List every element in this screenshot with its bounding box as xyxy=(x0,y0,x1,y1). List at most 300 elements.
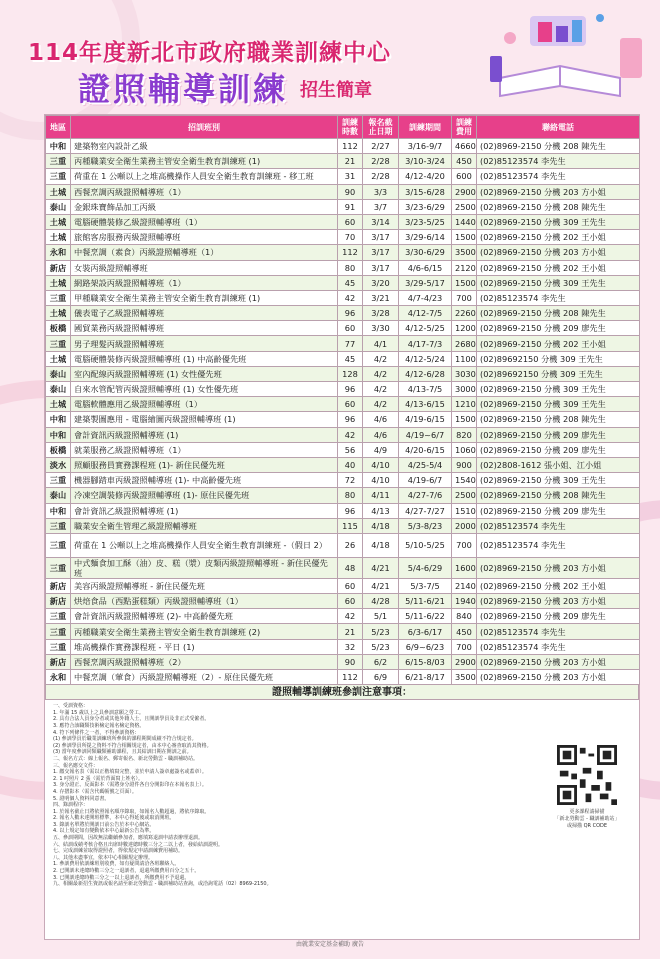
notice-line: (2) 參訓學員所提之資料不符合相關規定者，由本中心審查取消其資格。 xyxy=(53,742,212,749)
cell-area: 泰山 xyxy=(46,199,71,214)
table-row xyxy=(46,321,640,336)
cell-area: 三重 xyxy=(46,518,71,533)
notice-line: 五、參訓期間，因故無法繼續參加者，應填寫退訓申請表辦理退訓。 xyxy=(53,835,204,842)
table-header-row xyxy=(46,116,640,139)
cell-deadline: 4/10 xyxy=(363,473,399,488)
cell-deadline: 4/6 xyxy=(363,427,399,442)
cell-course: 職業安全衛生管理乙級證照輔導班 xyxy=(71,518,338,533)
cell-fee: 700 xyxy=(452,639,477,654)
cell-area: 土城 xyxy=(46,397,71,412)
cell-deadline: 3/20 xyxy=(363,275,399,290)
cell-deadline: 6/2 xyxy=(363,654,399,669)
notice-line: 三、報名應交文件： xyxy=(53,762,99,769)
cell-period: 4/20-6/15 xyxy=(399,442,452,457)
cell-course: 旅館客房服務丙級證照輔導班 xyxy=(71,230,338,245)
page-subtitle: 證照輔導訓練 xyxy=(78,70,289,108)
cell-course: 男子理髮丙級證照輔導班 xyxy=(71,336,338,351)
table-row xyxy=(46,336,640,351)
cell-course: 電腦軟體應用乙級證照輔導班（1） xyxy=(71,397,338,412)
cell-contact: (02)8969-2150 分機 309 王先生 xyxy=(477,275,640,290)
table-row xyxy=(46,397,640,412)
cell-contact: (02)89692150 分機 309 王先生 xyxy=(477,351,640,366)
cell-fee: 4660 xyxy=(452,139,477,154)
table-row xyxy=(46,260,640,275)
cell-hours: 60 xyxy=(338,321,363,336)
cell-course: 丙種職業安全衛生業務主管安全衛生教育訓練班 (1) xyxy=(71,154,338,169)
cell-fee: 900 xyxy=(452,457,477,472)
cell-contact: (02)85123574 李先生 xyxy=(477,290,640,305)
cell-hours: 60 xyxy=(338,578,363,593)
cell-hours: 70 xyxy=(338,230,363,245)
cell-deadline: 6/9 xyxy=(363,670,399,685)
cell-area: 三重 xyxy=(46,609,71,624)
cell-period: 5/4-6/29 xyxy=(399,557,452,578)
cell-deadline: 3/30 xyxy=(363,321,399,336)
cell-period: 3/16-9/7 xyxy=(399,139,452,154)
cell-area: 土城 xyxy=(46,306,71,321)
cell-hours: 112 xyxy=(338,245,363,260)
cell-fee: 2900 xyxy=(452,184,477,199)
notice-line: 2. 具有合法人員身分者或其他外籍人士，且開訓學員及非正式受僱者。 xyxy=(53,716,210,723)
cell-fee: 2900 xyxy=(452,654,477,669)
cell-contact: (02)8969-2150 分機 208 陳先生 xyxy=(477,139,640,154)
cell-hours: 56 xyxy=(338,442,363,457)
cell-course: 金銀珠寶飾品加工丙級 xyxy=(71,199,338,214)
cell-hours: 96 xyxy=(338,412,363,427)
cell-contact: (02)8969-2150 分機 202 王小姐 xyxy=(477,230,640,245)
table-row xyxy=(46,654,640,669)
notice-line: 二、報名方式：線上報名、郵寄報名、新北勞動雲 - 職訓補助站。 xyxy=(53,755,198,762)
cell-course: 會計資訊丙級證照輔導班 (1) xyxy=(71,427,338,442)
table-row xyxy=(46,473,640,488)
cell-course: 電腦硬體裝修丙級證照輔導班 (1) 中高齡優先班 xyxy=(71,351,338,366)
cell-hours: 45 xyxy=(338,275,363,290)
cell-contact: (02)8969-2150 分機 203 方小姐 xyxy=(477,654,640,669)
cell-contact: (02)8969-2150 分機 208 陳先生 xyxy=(477,488,640,503)
cell-course: 建築物室內設計乙級 xyxy=(71,139,338,154)
notice-line: 一、受訓資格： xyxy=(53,703,89,710)
cell-period: 4/19~6/7 xyxy=(399,427,452,442)
cell-period: 4/17-7/3 xyxy=(399,336,452,351)
cell-deadline: 3/21 xyxy=(363,290,399,305)
notice-line: 4. 以上規定如有變動依本中心最新公告為準。 xyxy=(53,828,155,835)
cell-fee: 1500 xyxy=(452,412,477,427)
cell-course: 甲種職業安全衛生業務主管安全衛生教育訓練班 (1) xyxy=(71,290,338,305)
cell-course: 烘焙食品（西點蛋糕類）丙級證照輔導班（1） xyxy=(71,594,338,609)
cell-area: 板橋 xyxy=(46,442,71,457)
table-row xyxy=(46,578,640,593)
cell-area: 三重 xyxy=(46,169,71,184)
cell-hours: 77 xyxy=(338,336,363,351)
cell-deadline: 3/17 xyxy=(363,245,399,260)
cell-period: 5/11-6/21 xyxy=(399,594,452,609)
table-row xyxy=(46,639,640,654)
cell-fee: 700 xyxy=(452,533,477,557)
cell-period: 4/12-5/25 xyxy=(399,321,452,336)
cell-deadline: 3/17 xyxy=(363,230,399,245)
cell-period: 4/19-6/15 xyxy=(399,412,452,427)
column-header-contact: 聯絡電話 xyxy=(477,116,640,139)
cell-area: 永和 xyxy=(46,245,71,260)
cell-contact: (02)2808-1612 張小姐、江小姐 xyxy=(477,457,640,472)
cell-contact: (02)85123574 李先生 xyxy=(477,624,640,639)
cell-fee: 1440 xyxy=(452,214,477,229)
cell-contact: (02)8969-2150 分機 309 王先生 xyxy=(477,214,640,229)
cell-contact: (02)8969-2150 分機 203 方小姐 xyxy=(477,184,640,199)
cell-fee: 2680 xyxy=(452,336,477,351)
cell-contact: (02)85123574 李先生 xyxy=(477,518,640,533)
table-row xyxy=(46,624,640,639)
cell-deadline: 4/1 xyxy=(363,336,399,351)
notice-line: (1) 參訓學員於職業訓練班所參與的課程期間成績不符合規定者。 xyxy=(53,736,197,743)
cell-hours: 21 xyxy=(338,624,363,639)
cell-course: 會計資訊丙級證照輔導班 (2)- 中高齡優先班 xyxy=(71,609,338,624)
cell-course: 丙種職業安全衛生業務主管安全衛生教育訓練班 (2) xyxy=(71,624,338,639)
cell-area: 土城 xyxy=(46,275,71,290)
cell-contact: (02)8969-2150 分機 202 王小姐 xyxy=(477,336,640,351)
cell-area: 板橋 xyxy=(46,321,71,336)
notice-line: 2. 已開訓未達總時數三分之一退訓者，退還所繳費用百分之五十。 xyxy=(53,868,200,875)
table-row xyxy=(46,518,640,533)
cell-fee: 3000 xyxy=(452,382,477,397)
cell-contact: (02)8969-2150 分機 208 陳先生 xyxy=(477,412,640,427)
cell-period: 4/12-4/20 xyxy=(399,169,452,184)
notice-line: 2. 1 吋照片 2 張（需於背面寫上姓名）。 xyxy=(53,775,143,782)
cell-contact: (02)8969-2150 分機 309 王先生 xyxy=(477,473,640,488)
notice-line: 4. 符下列條件之一者，不得參訓資格： xyxy=(53,729,140,736)
table-row xyxy=(46,290,640,305)
cell-fee: 1510 xyxy=(452,503,477,518)
cell-period: 3/15-6/28 xyxy=(399,184,452,199)
cell-hours: 42 xyxy=(338,609,363,624)
cell-area: 三重 xyxy=(46,336,71,351)
cell-area: 三重 xyxy=(46,639,71,654)
cell-period: 4/12-6/28 xyxy=(399,366,452,381)
cell-period: 5/3-8/23 xyxy=(399,518,452,533)
table-row xyxy=(46,306,640,321)
cell-hours: 72 xyxy=(338,473,363,488)
cell-deadline: 4/6 xyxy=(363,412,399,427)
cell-period: 5/3-7/5 xyxy=(399,578,452,593)
cell-contact: (02)8969-2150 分機 209 廖先生 xyxy=(477,321,640,336)
cell-course: 西餐烹調丙級證照輔導班（1） xyxy=(71,184,338,199)
cell-area: 永和 xyxy=(46,670,71,685)
cell-deadline: 3/17 xyxy=(363,260,399,275)
notice-line: 九、相關最新招生資訊或報名請至新北勞動雲 - 職訓補助站查詢，或洽詢電話（02）8969-2150。 xyxy=(53,881,272,888)
cell-contact: (02)8969-2150 分機 203 方小姐 xyxy=(477,245,640,260)
cell-area: 土城 xyxy=(46,184,71,199)
cell-contact: (02)8969-2150 分機 209 廖先生 xyxy=(477,442,640,457)
cell-course: 機器腳踏車丙級證照輔導班 (1)- 中高齡優先班 xyxy=(71,473,338,488)
cell-area: 三重 xyxy=(46,290,71,305)
cell-deadline: 4/28 xyxy=(363,594,399,609)
cell-area: 淡水 xyxy=(46,457,71,472)
cell-deadline: 3/3 xyxy=(363,184,399,199)
cell-contact: (02)8969-2150 分機 309 王先生 xyxy=(477,382,640,397)
cell-deadline: 2/27 xyxy=(363,139,399,154)
cell-fee: 1500 xyxy=(452,275,477,290)
cell-area: 中和 xyxy=(46,427,71,442)
cell-hours: 80 xyxy=(338,488,363,503)
table-row xyxy=(46,275,640,290)
cell-hours: 60 xyxy=(338,214,363,229)
cell-fee: 1060 xyxy=(452,442,477,457)
cell-hours: 91 xyxy=(338,199,363,214)
table-row xyxy=(46,457,640,472)
cell-period: 3/30-6/29 xyxy=(399,245,452,260)
cell-fee: 2500 xyxy=(452,199,477,214)
cell-period: 5/11-6/22 xyxy=(399,609,452,624)
cell-hours: 96 xyxy=(338,306,363,321)
cell-deadline: 4/18 xyxy=(363,518,399,533)
cell-fee: 1540 xyxy=(452,473,477,488)
footer-credit: 由就業安定基金補助 廣告 xyxy=(296,941,364,948)
cell-period: 4/7-4/23 xyxy=(399,290,452,305)
qr-code-icon[interactable] xyxy=(557,745,617,805)
cell-deadline: 4/2 xyxy=(363,366,399,381)
cell-course: 儀表電子乙級證照輔導班 xyxy=(71,306,338,321)
cell-fee: 1100 xyxy=(452,351,477,366)
cell-area: 中和 xyxy=(46,503,71,518)
table-row xyxy=(46,442,640,457)
column-header-course: 招訓班別 xyxy=(71,116,338,139)
cell-course: 西餐烹調丙級證照輔導班（2） xyxy=(71,654,338,669)
cell-period: 4/13-7/5 xyxy=(399,382,452,397)
cell-fee: 2120 xyxy=(452,260,477,275)
cell-deadline: 5/1 xyxy=(363,609,399,624)
cell-deadline: 4/2 xyxy=(363,351,399,366)
cell-area: 三重 xyxy=(46,557,71,578)
notice-line: 3. 應符合該職類技術檢定報名檢定資格。 xyxy=(53,722,145,729)
cell-deadline: 5/23 xyxy=(363,624,399,639)
notice-line: 八、其他未盡事宜，依本中心相關規定辦理。 xyxy=(53,854,154,861)
cell-fee: 3500 xyxy=(452,245,477,260)
cell-course: 網路架設丙級證照輔導班（1） xyxy=(71,275,338,290)
cell-area: 新店 xyxy=(46,260,71,275)
page-title: 114年度新北市政府職業訓練中心 xyxy=(28,40,392,66)
cell-hours: 96 xyxy=(338,382,363,397)
cell-area: 土城 xyxy=(46,214,71,229)
cell-area: 三重 xyxy=(46,473,71,488)
cell-course: 荷重在 1 公噸以上之堆高機操作人員安全衛生教育訓練班 - 移工班 xyxy=(71,169,338,184)
cell-course: 中式麵食加工酥（油）皮、糕（漿）皮類丙級證照輔導班 - 新住民優先班 xyxy=(71,557,338,578)
cell-area: 新店 xyxy=(46,594,71,609)
cell-area: 新店 xyxy=(46,654,71,669)
cell-hours: 32 xyxy=(338,639,363,654)
notice-line: 1. 繳交報名表（需以正楷填寫完整，並於申請人簽章處簽名或蓋章）。 xyxy=(53,769,207,776)
table-row xyxy=(46,503,640,518)
cell-hours: 80 xyxy=(338,260,363,275)
cell-contact: (02)89692150 分機 309 王先生 xyxy=(477,366,640,381)
course-table xyxy=(45,115,640,685)
cell-period: 3/29-5/17 xyxy=(399,275,452,290)
notice-line: 3. 錄訓名單將於開訓日前公告於本中心網站。 xyxy=(53,821,155,828)
notice-line: 四、錄訓程序： xyxy=(53,802,89,809)
cell-hours: 42 xyxy=(338,290,363,305)
table-row xyxy=(46,230,640,245)
cell-deadline: 4/21 xyxy=(363,557,399,578)
column-header-fee: 訓練費用 xyxy=(452,116,477,139)
cell-period: 6/15-8/03 xyxy=(399,654,452,669)
cell-area: 新店 xyxy=(46,578,71,593)
cell-area: 三重 xyxy=(46,624,71,639)
cell-hours: 128 xyxy=(338,366,363,381)
cell-deadline: 4/2 xyxy=(363,382,399,397)
table-row xyxy=(46,412,640,427)
cell-course: 中餐烹調（素食）丙級證照輔導班（1） xyxy=(71,245,338,260)
notice-list xyxy=(45,700,515,888)
cell-course: 就業服務乙級證照輔導班（1） xyxy=(71,442,338,457)
cell-course: 室內配線丙級證照輔導班 (1) 女性優先班 xyxy=(71,366,338,381)
cell-period: 5/10-5/25 xyxy=(399,533,452,557)
cell-area: 土城 xyxy=(46,351,71,366)
cell-hours: 40 xyxy=(338,457,363,472)
cell-hours: 21 xyxy=(338,154,363,169)
cell-area: 泰山 xyxy=(46,366,71,381)
cell-hours: 60 xyxy=(338,397,363,412)
cell-period: 4/13-6/15 xyxy=(399,397,452,412)
table-row xyxy=(46,366,640,381)
cell-hours: 112 xyxy=(338,139,363,154)
notice-line: 3. 身分證正、反面影本（需將身分證件各自分開影印在本報名表上）。 xyxy=(53,782,207,789)
cell-contact: (02)8969-2150 分機 209 廖先生 xyxy=(477,503,640,518)
cell-area: 三重 xyxy=(46,154,71,169)
cell-area: 泰山 xyxy=(46,382,71,397)
cell-area: 中和 xyxy=(46,139,71,154)
cell-deadline: 3/14 xyxy=(363,214,399,229)
page-header xyxy=(0,0,660,112)
cell-course: 建築製圖應用 - 電腦繪圖丙級證照輔導班 (1) xyxy=(71,412,338,427)
cell-course: 照顧服務員實務課程班 (1)- 新住民優先班 xyxy=(71,457,338,472)
cell-period: 3/29-6/14 xyxy=(399,230,452,245)
cell-area: 土城 xyxy=(46,230,71,245)
table-row xyxy=(46,214,640,229)
cell-fee: 2500 xyxy=(452,488,477,503)
cell-course: 荷重在 1 公噸以上之堆高機操作人員安全衛生教育訓練班 -（假日 2） xyxy=(71,533,338,557)
cell-fee: 2260 xyxy=(452,306,477,321)
table-row xyxy=(46,488,640,503)
cell-period: 3/23-6/29 xyxy=(399,199,452,214)
page-subtitle-tag: 招生簡章 xyxy=(300,80,372,101)
cell-fee: 2140 xyxy=(452,578,477,593)
cell-period: 4/27-7/27 xyxy=(399,503,452,518)
cell-contact: (02)85123574 李先生 xyxy=(477,639,640,654)
cell-fee: 820 xyxy=(452,427,477,442)
notice-line: 3. 已開訓達總時數三分之一以上退訓者，所繳費用不予退還。 xyxy=(53,874,190,881)
cell-course: 冷凍空調裝修丙級證照輔導班 (1)- 原住民優先班 xyxy=(71,488,338,503)
cell-period: 6/9~6/23 xyxy=(399,639,452,654)
cell-course: 堆高機操作實務課程班 - 平日 (1) xyxy=(71,639,338,654)
cell-deadline: 2/28 xyxy=(363,154,399,169)
cell-hours: 96 xyxy=(338,503,363,518)
notice-title: 證照輔導訓練班參訓注意事項： xyxy=(45,685,639,700)
cell-period: 4/12-7/5 xyxy=(399,306,452,321)
cell-fee: 700 xyxy=(452,290,477,305)
table-row xyxy=(46,245,640,260)
cell-fee: 1600 xyxy=(452,557,477,578)
cell-deadline: 4/9 xyxy=(363,442,399,457)
cell-course: 會計資訊乙級證照輔導班 (1) xyxy=(71,503,338,518)
cell-hours: 45 xyxy=(338,351,363,366)
cell-course: 電腦硬體裝修乙級證照輔導班（1） xyxy=(71,214,338,229)
cell-deadline: 4/13 xyxy=(363,503,399,518)
cell-contact: (02)8969-2150 分機 203 方小姐 xyxy=(477,594,640,609)
table-row xyxy=(46,139,640,154)
table-row xyxy=(46,557,640,578)
notice-line: 七、完成訓練並取得證照者，得依規定申請訓練費用補助。 xyxy=(53,848,184,855)
column-header-period: 訓練期間 xyxy=(399,116,452,139)
cell-fee: 2000 xyxy=(452,518,477,533)
cell-contact: (02)8969-2150 分機 203 方小姐 xyxy=(477,557,640,578)
notice-line: 1. 年滿 15 歲以上之具參訓意願之勞工。 xyxy=(53,709,144,716)
table-row xyxy=(46,533,640,557)
cell-contact: (02)8969-2150 分機 209 廖先生 xyxy=(477,427,640,442)
cell-area: 泰山 xyxy=(46,488,71,503)
cell-deadline: 3/28 xyxy=(363,306,399,321)
notice-line: 4. 存摺影本（需含代碼帳號之頁面）。 xyxy=(53,788,137,795)
cell-area: 三重 xyxy=(46,533,71,557)
notice-line: (3) 當年度參訓同類職類補助課程，且其結訓日期在開訓之前。 xyxy=(53,749,192,756)
cell-area: 中和 xyxy=(46,412,71,427)
table-row xyxy=(46,184,640,199)
notice-line: 5. 證明個人資料同意書。 xyxy=(53,795,110,802)
cell-deadline: 4/18 xyxy=(363,533,399,557)
course-sheet xyxy=(44,114,640,940)
notice-line: 1. 於報名截止日將依照報名順序錄取，如報名人數超過，將依序錄取。 xyxy=(53,808,210,815)
cell-course: 自來水管配管丙級證照輔導班 (1) 女性優先班 xyxy=(71,382,338,397)
cell-period: 4/27-7/6 xyxy=(399,488,452,503)
table-row xyxy=(46,382,640,397)
cell-hours: 90 xyxy=(338,184,363,199)
cell-period: 4/19-6/7 xyxy=(399,473,452,488)
cell-course: 美容丙級證照輔導班 - 新住民優先班 xyxy=(71,578,338,593)
table-row xyxy=(46,594,640,609)
cell-deadline: 4/10 xyxy=(363,457,399,472)
cell-contact: (02)85123574 李先生 xyxy=(477,533,640,557)
cell-contact: (02)8969-2150 分機 203 方小姐 xyxy=(477,670,640,685)
cell-fee: 1210 xyxy=(452,397,477,412)
cell-deadline: 4/2 xyxy=(363,397,399,412)
table-row xyxy=(46,199,640,214)
cell-fee: 450 xyxy=(452,624,477,639)
cell-hours: 42 xyxy=(338,427,363,442)
cell-deadline: 4/11 xyxy=(363,488,399,503)
cell-fee: 840 xyxy=(452,609,477,624)
cell-deadline: 5/23 xyxy=(363,639,399,654)
cell-contact: (02)85123574 李先生 xyxy=(477,154,640,169)
cell-period: 6/3-6/17 xyxy=(399,624,452,639)
cell-fee: 1500 xyxy=(452,230,477,245)
cell-contact: (02)8969-2150 分機 309 王先生 xyxy=(477,397,640,412)
cell-deadline: 3/7 xyxy=(363,199,399,214)
cell-hours: 31 xyxy=(338,169,363,184)
cell-contact: (02)8969-2150 分機 202 王小姐 xyxy=(477,260,640,275)
qr-code-caption: 更多課程請掃描 「新北勞動雲 - 職訓補助站」 或掃描 QR CODE xyxy=(554,809,620,829)
column-header-area: 地區 xyxy=(46,116,71,139)
table-row xyxy=(46,169,640,184)
cell-course: 中餐烹調（葷食）丙級證照輔導班（2）- 原住民優先班 xyxy=(71,670,338,685)
table-row xyxy=(46,154,640,169)
cell-hours: 112 xyxy=(338,670,363,685)
cell-course: 女裝丙級證照輔導班 xyxy=(71,260,338,275)
cell-period: 4/25-5/4 xyxy=(399,457,452,472)
notice-line: 1. 參訓費用依訓練班別收費，如有疑問請洽各班聯絡人。 xyxy=(53,861,180,868)
notice-line: 六、結訓成績考核合格且出席時數達總時數三分之二以上者，發給結訓證明。 xyxy=(53,841,224,848)
cell-contact: (02)85123574 李先生 xyxy=(477,169,640,184)
cell-hours: 26 xyxy=(338,533,363,557)
cell-hours: 60 xyxy=(338,594,363,609)
study-illustration-icon xyxy=(470,8,650,108)
